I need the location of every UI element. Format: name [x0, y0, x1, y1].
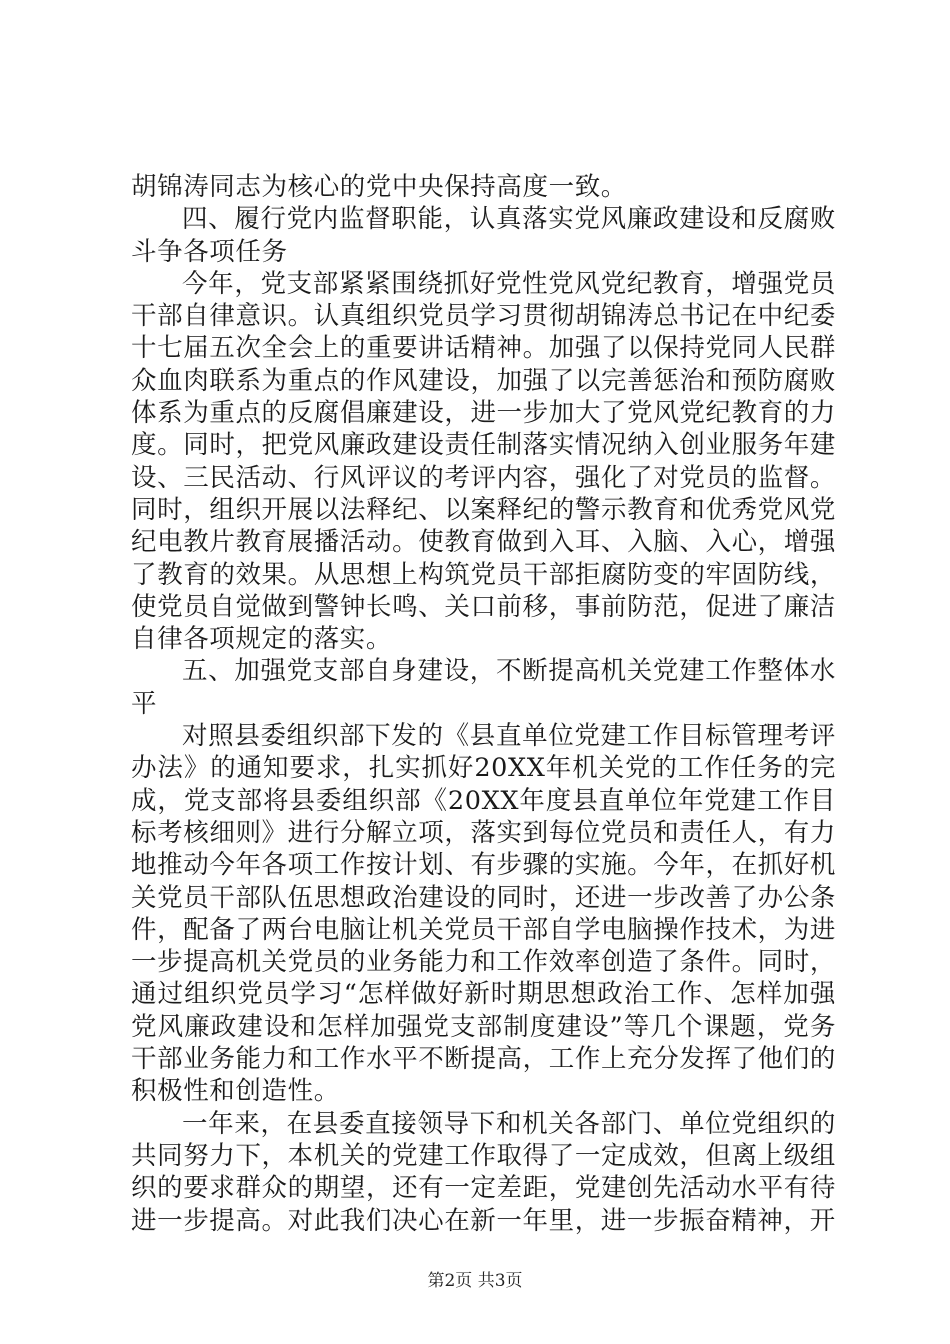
paragraph-summary: 一年来，在县委直接领导下和机关各部门、单位党组织的共同努力下，本机关的党建工作取得了一定成效，但离上级组织的要求群众的期望，还有一定差距，党建创先活动水平有待进一步提高。对此我们决心在新一年里，进一步振奋精神，开: [131, 1108, 836, 1236]
page-number-footer: 第2页 共3页: [427, 1271, 523, 1291]
paragraph-self-building: 对照县委组织部下发的《县直单位党建工作目标管理考评办法》的通知要求，扎实抓好20XX年机关党的工作任务的完成，党支部将县委组织部《20XX年度县直单位年党建工作目标考核细则》进行分解立项，落实到每位党员和责任人，有力地推动今年各项工作按计划、有步骤的实施。今年，在抓好机关党员干部队伍思想政治建设的同时，还进一步改善了办公条件，配备了两台电脑让机关党员干部自学电脑操作技术，为进一步提高机关党员的业务能力和工作效率创造了条件。同时，通过组织党员学习“怎样做好新时期思想政治工作、怎样加强党风廉政建设和怎样加强党支部制度建设”等几个课题，党务干部业务能力和工作水平不断提高，工作上充分发挥了他们的积极性和创造性。: [131, 721, 836, 1107]
body-text: [131, 171, 836, 1237]
paragraph-supervision: 今年，党支部紧紧围绕抓好党性党风党纪教育，增强党员干部自律意识。认真组织党员学习贯彻胡锦涛总书记在中纪委十七届五次全会上的重要讲话精神。加强了以保持党同人民群众血肉联系为重点的作风建设，加强了以完善惩治和预防腐败体系为重点的反腐倡廉建设，进一步加大了党风党纪教育的力度。同时，把党风廉政建设责任制落实情况纳入创业服务年建设、三民活动、行风评议的考评内容，强化了对党员的监督。同时，组织开展以法释纪、以案释纪的警示教育和优秀党风党纪电教片教育展播活动。使教育做到入耳、入脑、入心，增强了教育的效果。从思想上构筑党员干部拒腐防变的牢固防线，使党员自觉做到警钟长鸣、关口前移，事前防范，促进了廉洁自律各项规定的落实。: [131, 268, 836, 655]
section-heading-4: 四、履行党内监督职能，认真落实党风廉政建设和反腐败斗争各项任务: [131, 204, 836, 267]
paragraph-continuation: 胡锦涛同志为核心的党中央保持高度一致。: [131, 172, 627, 202]
section-heading-5: 五、加强党支部自身建设，不断提高机关党建工作整体水平: [131, 656, 836, 719]
